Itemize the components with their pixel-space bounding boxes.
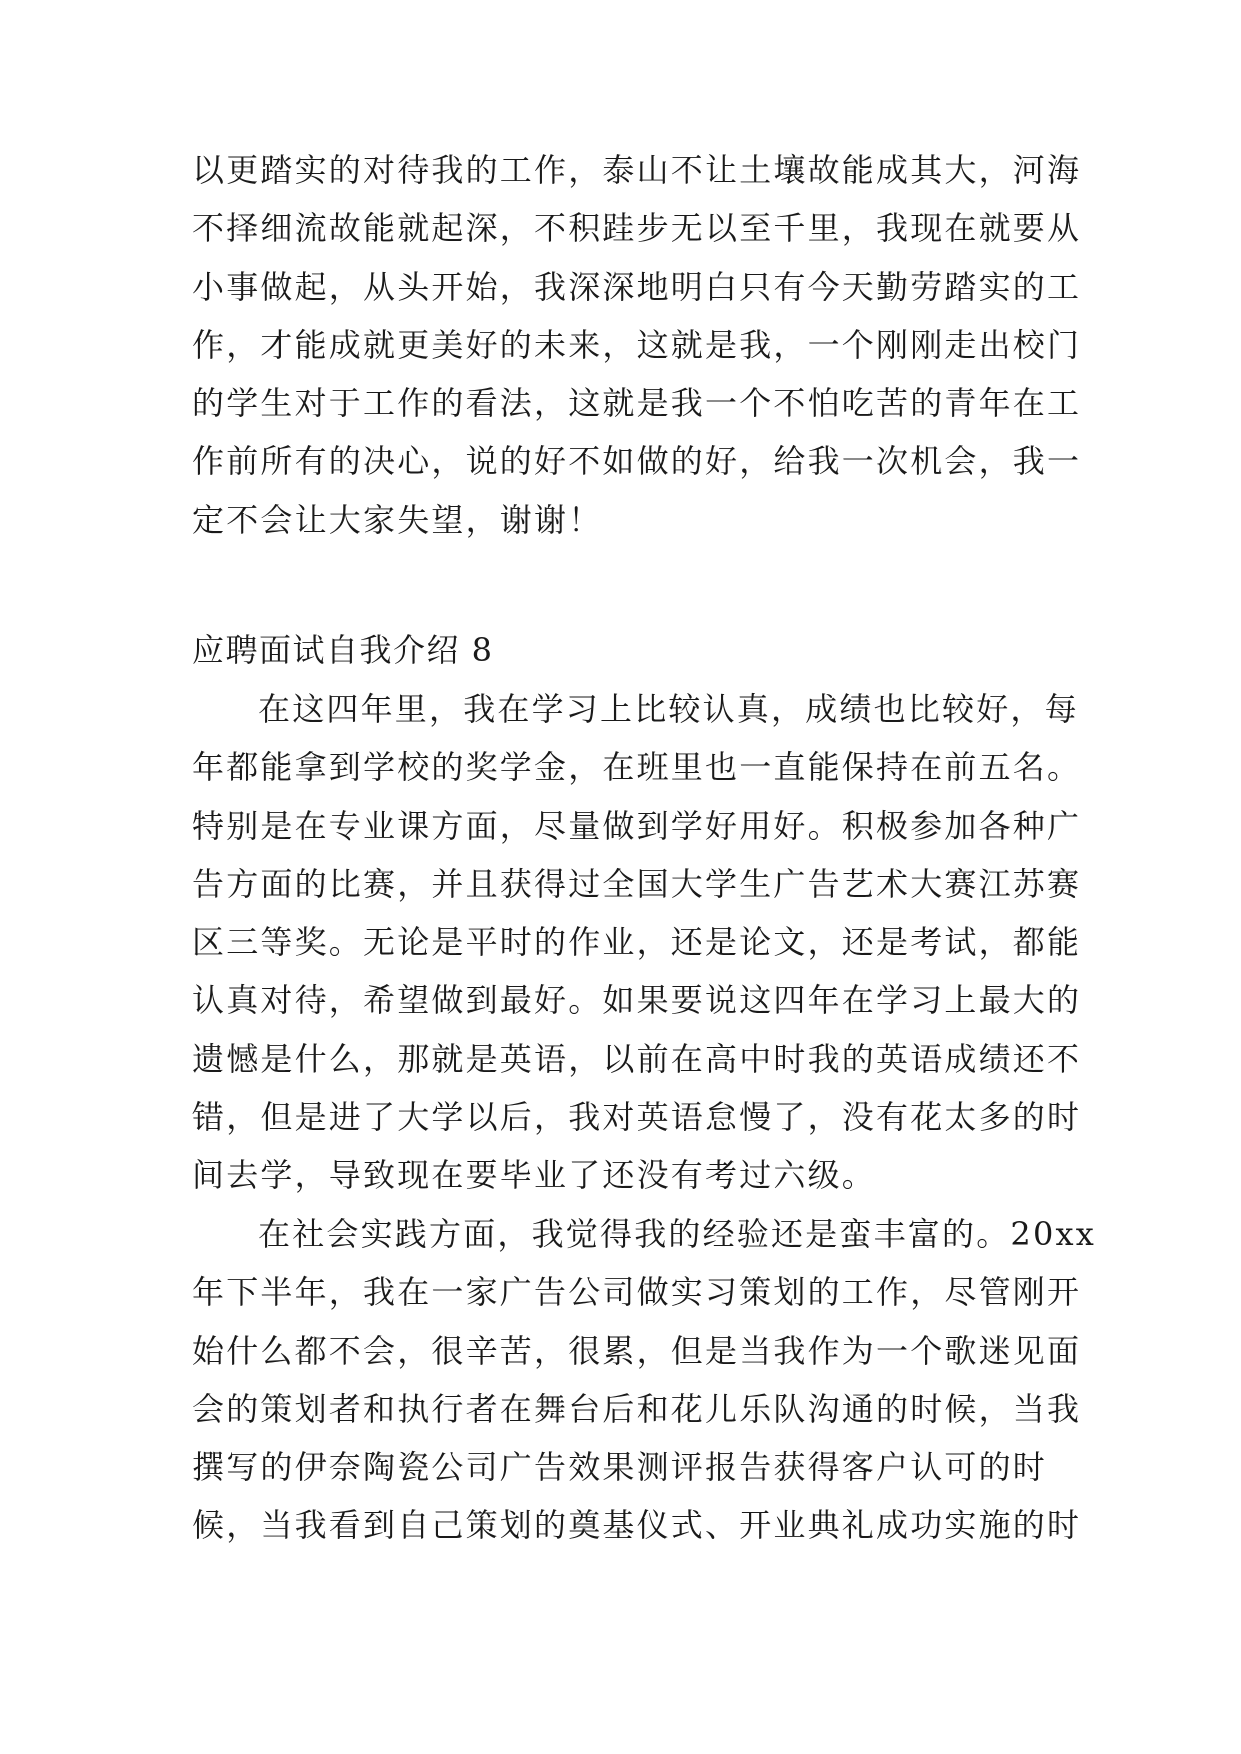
paragraph-3	[192, 1205, 1097, 1555]
paragraph-line: 作前所有的决心，说的好不如做的好，给我一次机会，我一	[192, 442, 1082, 481]
paragraph-line: 不择细流故能就起深，不积跬步无以至千里，我现在就要从	[192, 209, 1082, 248]
paragraph-line: 始什么都不会，很辛苦，很累，但是当我作为一个歌迷见面	[192, 1331, 1082, 1370]
paragraph-line: 认真对待，希望做到最好。如果要说这四年在学习上最大的	[192, 981, 1082, 1020]
paragraph-line: 告方面的比赛，并且获得过全国大学生广告艺术大赛江苏赛	[192, 864, 1082, 903]
paragraph-line: 特别是在专业课方面，尽量做到学好用好。积极参加各种广	[192, 806, 1082, 845]
paragraph-2	[192, 680, 1082, 1205]
paragraph-1	[192, 141, 1082, 549]
paragraph-line: 年都能拿到学校的奖学金，在班里也一直能保持在前五名。	[192, 748, 1082, 787]
paragraph-line: 在社会实践方面，我觉得我的经验还是蛮丰富的。20xx	[258, 1215, 1097, 1253]
paragraph-line: 小事做起，从头开始，我深深地明白只有今天勤劳踏实的工	[192, 267, 1082, 306]
paragraph-line: 区三等奖。无论是平时的作业，还是论文，还是考试，都能	[192, 923, 1082, 962]
paragraph-line: 在这四年里，我在学习上比较认真，成绩也比较好，每	[258, 690, 1079, 728]
paragraph-line: 作，才能成就更美好的未来，这就是我，一个刚刚走出校门	[192, 325, 1082, 364]
paragraph-line: 间去学，导致现在要毕业了还没有考过六级。	[192, 1156, 877, 1195]
section-heading: 应聘面试自我介绍 8	[192, 631, 494, 669]
paragraph-line: 年下半年，我在一家广告公司做实习策划的工作，尽管刚开	[192, 1273, 1082, 1312]
paragraph-line: 定不会让大家失望，谢谢！	[192, 500, 603, 539]
paragraph-line: 以更踏实的对待我的工作，泰山不让土壤故能成其大，河海	[192, 151, 1082, 189]
paragraph-line: 遗憾是什么，那就是英语，以前在高中时我的英语成绩还不	[192, 1039, 1082, 1078]
paragraph-line: 错，但是进了大学以后，我对英语怠慢了，没有花太多的时	[192, 1098, 1082, 1137]
paragraph-line: 会的策划者和执行者在舞台后和花儿乐队沟通的时候，当我	[192, 1389, 1082, 1428]
paragraph-line: 候，当我看到自己策划的奠基仪式、开业典礼成功实施的时	[192, 1506, 1082, 1545]
paragraph-line: 撰写的伊奈陶瓷公司广告效果测评报告获得客户认可的时	[192, 1448, 1048, 1487]
paragraph-line: 的学生对于工作的看法，这就是我一个不怕吃苦的青年在工	[192, 384, 1082, 423]
